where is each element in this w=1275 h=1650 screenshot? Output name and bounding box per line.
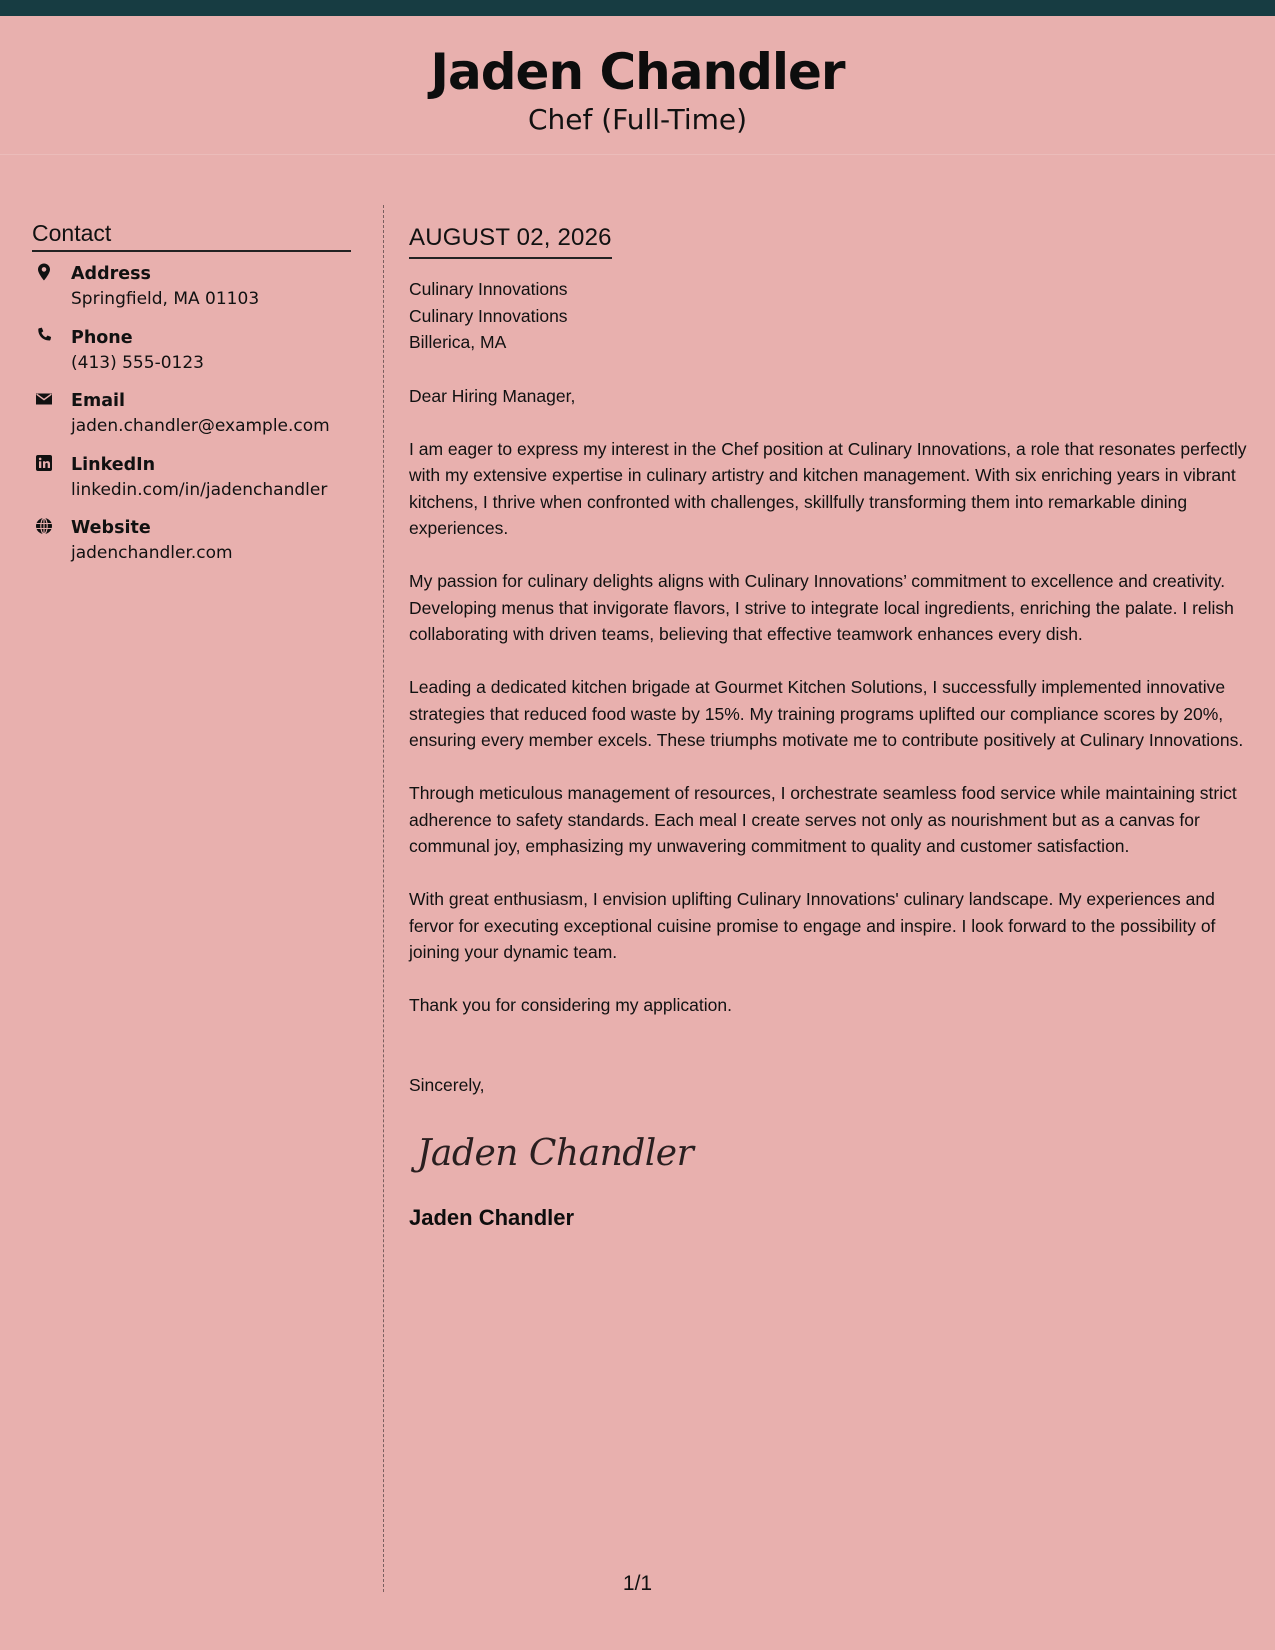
linkedin-icon (34, 453, 54, 473)
page-header (0, 16, 1275, 155)
contact-item-email (32, 389, 351, 453)
letter-paragraph: Through meticulous management of resources, I orchestrate seamless food service while maintaining strict adherence to safety standards. Each meal I create serves not only as nourishment but as a canvas for communal joy, emphasizing my unwavering commitment to quality and customer satisfaction. (409, 783, 1237, 856)
letter-paragraph: With great enthusiasm, I envision uplifting Culinary Innovations' culinary landscape. My experiences and fervor for executing exceptional cuisine promise to engage and inspire. I look forward to the possibility of joining your dynamic team. (409, 889, 1216, 962)
letter-paragraph: My passion for culinary delights aligns with Culinary Innovations’ commitment to excellence and creativity. Developing menus that invigorate flavors, I strive to integrate local ingredients, enriching the palate. I relish collaborating with driven teams, believing that effective teamwork enhances every dish. (409, 571, 1234, 644)
letter-paragraph: Thank you for considering my application. (409, 995, 732, 1015)
contact-label: Email (71, 391, 125, 411)
salutation: Dear Hiring Manager, (409, 385, 576, 406)
handwritten-signature: Jaden Chandler (417, 1133, 694, 1174)
address-value: Springfield, MA 01103 (71, 289, 260, 309)
letter-paragraph: I am eager to express my interest in the Chef position at Culinary Innovations, a role that resonates perfectly with my extensive expertise in culinary artistry and kitchen management. With six enriching years in vibrant kitchens, I thrive when confronted with challenges, skillfully transforming them into remarkable dining experiences. (409, 438, 1247, 538)
recipient-line: Billerica, MA (409, 332, 507, 352)
top-accent-bar (0, 0, 1275, 16)
website-link[interactable]: jadenchandler.com (71, 543, 233, 563)
email-link[interactable]: jaden.chandler@example.com (71, 416, 330, 436)
recipient-line: Culinary Innovations (409, 279, 568, 299)
recipient-block (409, 276, 1249, 356)
letter-paragraph: Leading a dedicated kitchen brigade at Gourmet Kitchen Solutions, I successfully implemented innovative strategies that reduced food waste by 15%. My training programs uplifted our compliance scores by 20%, ensuring every member excels. These triumphs motivate me to contribute positively at Culinary Innovations. (409, 677, 1244, 750)
linkedin-link[interactable]: linkedin.com/in/jadenchandler (71, 479, 328, 500)
phone-value[interactable]: (413) 555-0123 (71, 352, 204, 373)
recipient-line: Culinary Innovations (409, 305, 568, 326)
signer-name: Jaden Chandler (409, 1205, 575, 1230)
contact-sidebar (32, 218, 351, 580)
column-divider (383, 205, 384, 1592)
globe-icon (34, 516, 54, 536)
contact-item-phone (32, 326, 351, 390)
letter-date: AUGUST 02, 2026 (409, 222, 612, 259)
phone-icon (34, 326, 54, 346)
contact-label: Address (71, 264, 151, 284)
contact-label: Website (71, 518, 151, 538)
contact-heading: Contact (32, 218, 351, 252)
job-title: Chef (Full-Time) (527, 103, 748, 136)
envelope-icon (34, 389, 54, 409)
applicant-name: Jaden Chandler (430, 43, 845, 101)
contact-label: Phone (71, 327, 133, 348)
page-number: 1/1 (622, 1572, 653, 1595)
contact-label: LinkedIn (71, 454, 156, 475)
letter-body (409, 222, 1249, 1232)
contact-item-website (32, 516, 351, 580)
closing: Sincerely, (409, 1074, 485, 1095)
location-pin-icon (34, 262, 54, 282)
contact-item-address (32, 262, 351, 326)
contact-item-linkedin (32, 453, 351, 517)
